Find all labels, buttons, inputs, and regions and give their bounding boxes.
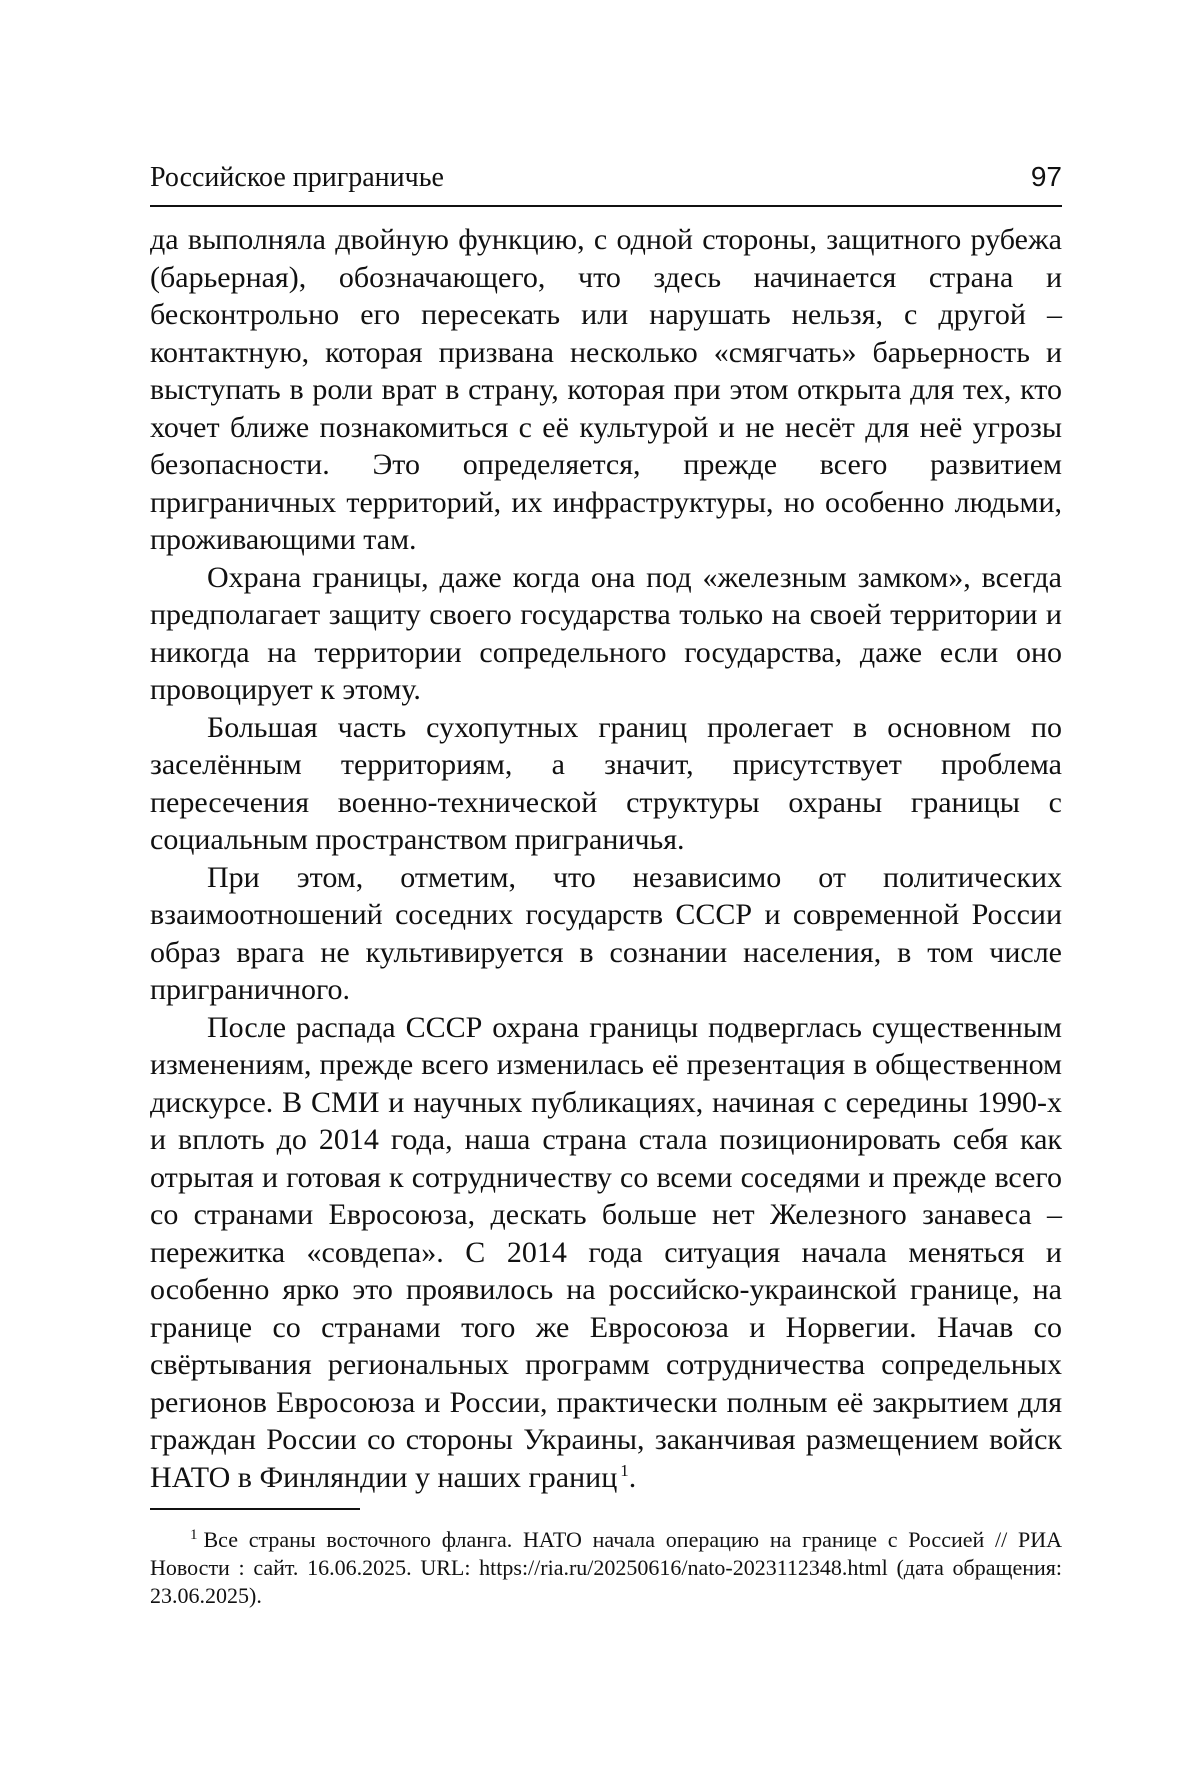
body-text xyxy=(150,221,1062,1496)
footnote xyxy=(150,1526,1062,1610)
paragraph-4: При этом, отметим, что независимо от политических взаимоотношений соседних государств СССР и современной России образ врага не культивируется в сознании населения, в том числе приграничного. xyxy=(150,860,1062,1006)
page-number: 97 xyxy=(1030,161,1062,192)
footnote-text: Все страны восточного фланга. НАТО начала операцию на границе с Россией // РИА Новости : сайт. 16.06.2025. URL: https://ria.ru/20250616/nato-2023112348.html (дата обращения: 23.06.2025). xyxy=(150,1527,1062,1608)
running-title: Российское приграничье xyxy=(150,162,444,193)
running-head xyxy=(150,160,1062,207)
paragraph-5-text: После распада СССР охрана границы подверглась существенным изменениям, прежде всего изменилась её презентация в общественном дискурсе. В СМИ и научных публикациях, начиная с середины 1990-х и вплоть до 2014 года, наша страна стала позиционировать себя как отрытая и готовая к сотрудничеству со всеми соседями и прежде всего со странами Евросоюза, дескать больше нет Железного занавеса – пережитка «совдепа». С 2014 года ситуация начала меняться и особенно ярко это проявилось на российско-украинской границе, на границе со странами того же Евросоюза и Норвегии. Начав со свёртывания региональных программ сотрудничества сопредельных регионов Евросоюза и России, практически полным её закрытием для граждан России со стороны Украины, заканчивая размещением войск НАТО в Финляндии у наших границ xyxy=(150,1010,1062,1494)
paragraph-2: Охрана границы, даже когда она под «железным замком», всегда предполагает защиту своего государства только на своей территории и никогда на территории сопредельного государства, даже если оно провоцирует к этому. xyxy=(150,560,1062,706)
book-page xyxy=(150,160,1062,1610)
footnote-reference[interactable]: 1 xyxy=(620,1460,629,1480)
footnote-marker: 1 xyxy=(190,1526,198,1543)
footnote-divider xyxy=(150,1508,360,1510)
paragraph-5 xyxy=(150,1009,1062,1497)
paragraph-1: да выполняла двойную функцию, с одной стороны, защитного рубежа (барьерная), обозначающего, что здесь начинается страна и бесконтрольно его пересекать или нарушать нельзя, с другой – контактную, которая призвана несколько «смягчать» барьерность и выступать в роли врат в страну, которая при этом открыта для тех, кто хочет ближе познакомиться с её культурой и не несёт для неё угрозы безопасности. Это определяется, прежде всего развитием приграничных территорий, их инфраструктуры, но особенно людьми, проживающими там. xyxy=(150,223,1062,556)
paragraph-3: Большая часть сухопутных границ пролегает в основном по заселённым территориям, а значит, присутствует проблема пересечения военно-технической структуры охраны границы с социальным пространством приграничья. xyxy=(150,710,1062,856)
paragraph-5-end: . xyxy=(628,1460,637,1494)
